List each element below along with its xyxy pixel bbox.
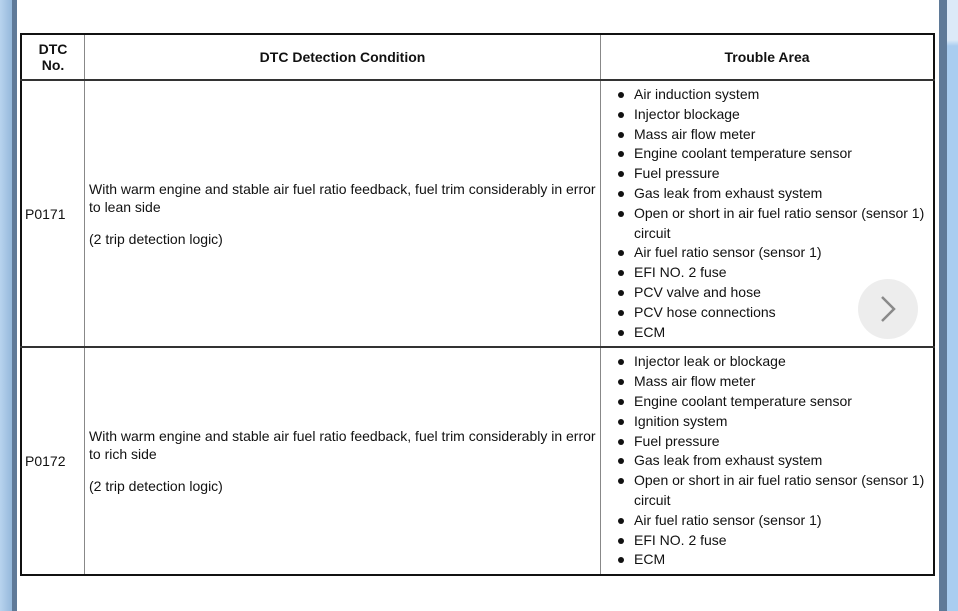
- trouble-area-list: [602, 349, 932, 573]
- trouble-area-item: Ignition system: [616, 412, 932, 432]
- trouble-area-item: Open or short in air fuel ratio sensor (sensor 1) circuit: [616, 471, 932, 511]
- chevron-right-icon: [878, 294, 898, 324]
- detection-logic: (2 trip detection logic): [89, 230, 223, 247]
- trouble-area-item: Gas leak from exhaust system: [616, 184, 932, 204]
- trouble-area-item: ECM: [616, 550, 932, 570]
- dtc-table: [20, 33, 935, 576]
- trouble-area-cell: [601, 347, 935, 575]
- trouble-area-item: Fuel pressure: [616, 432, 932, 452]
- table-row: [21, 347, 934, 575]
- window-frame-right: [947, 0, 958, 611]
- trouble-area-item: Gas leak from exhaust system: [616, 451, 932, 471]
- trouble-area-item: Injector blockage: [616, 105, 932, 125]
- window-border-right: [939, 0, 947, 611]
- trouble-area-item: Air induction system: [616, 85, 932, 105]
- dtc-code: P0172: [21, 347, 85, 575]
- detection-logic: (2 trip detection logic): [89, 478, 223, 495]
- table-header-row: [21, 34, 934, 80]
- trouble-area-item: Fuel pressure: [616, 164, 932, 184]
- trouble-area-item: Mass air flow meter: [616, 372, 932, 392]
- header-dtc-no: DTC No.: [21, 34, 85, 80]
- next-page-button[interactable]: [858, 279, 918, 339]
- trouble-area-item: Engine coolant temperature sensor: [616, 392, 932, 412]
- detection-condition: [85, 347, 601, 575]
- trouble-area-item: Open or short in air fuel ratio sensor (sensor 1) circuit: [616, 204, 932, 244]
- trouble-area-item: EFI NO. 2 fuse: [616, 531, 932, 551]
- dtc-code: P0171: [21, 80, 85, 347]
- condition-text: With warm engine and stable air fuel ratio feedback, fuel trim considerably in error to rich side: [89, 428, 596, 463]
- trouble-area-item: PCV hose connections: [616, 303, 932, 323]
- trouble-area-item: EFI NO. 2 fuse: [616, 263, 932, 283]
- window-border-left: [12, 0, 17, 611]
- detection-condition: [85, 80, 601, 347]
- condition-text: With warm engine and stable air fuel ratio feedback, fuel trim considerably in error to lean side: [89, 180, 596, 215]
- trouble-area-item: Air fuel ratio sensor (sensor 1): [616, 511, 932, 531]
- trouble-area-item: Air fuel ratio sensor (sensor 1): [616, 243, 932, 263]
- header-trouble-area: Trouble Area: [601, 34, 935, 80]
- table-row: [21, 80, 934, 347]
- trouble-area-item: ECM: [616, 323, 932, 343]
- trouble-area-item: Mass air flow meter: [616, 125, 932, 145]
- header-detection-condition: DTC Detection Condition: [85, 34, 601, 80]
- trouble-area-item: Injector leak or blockage: [616, 352, 932, 372]
- trouble-area-item: Engine coolant temperature sensor: [616, 144, 932, 164]
- trouble-area-item: PCV valve and hose: [616, 283, 932, 303]
